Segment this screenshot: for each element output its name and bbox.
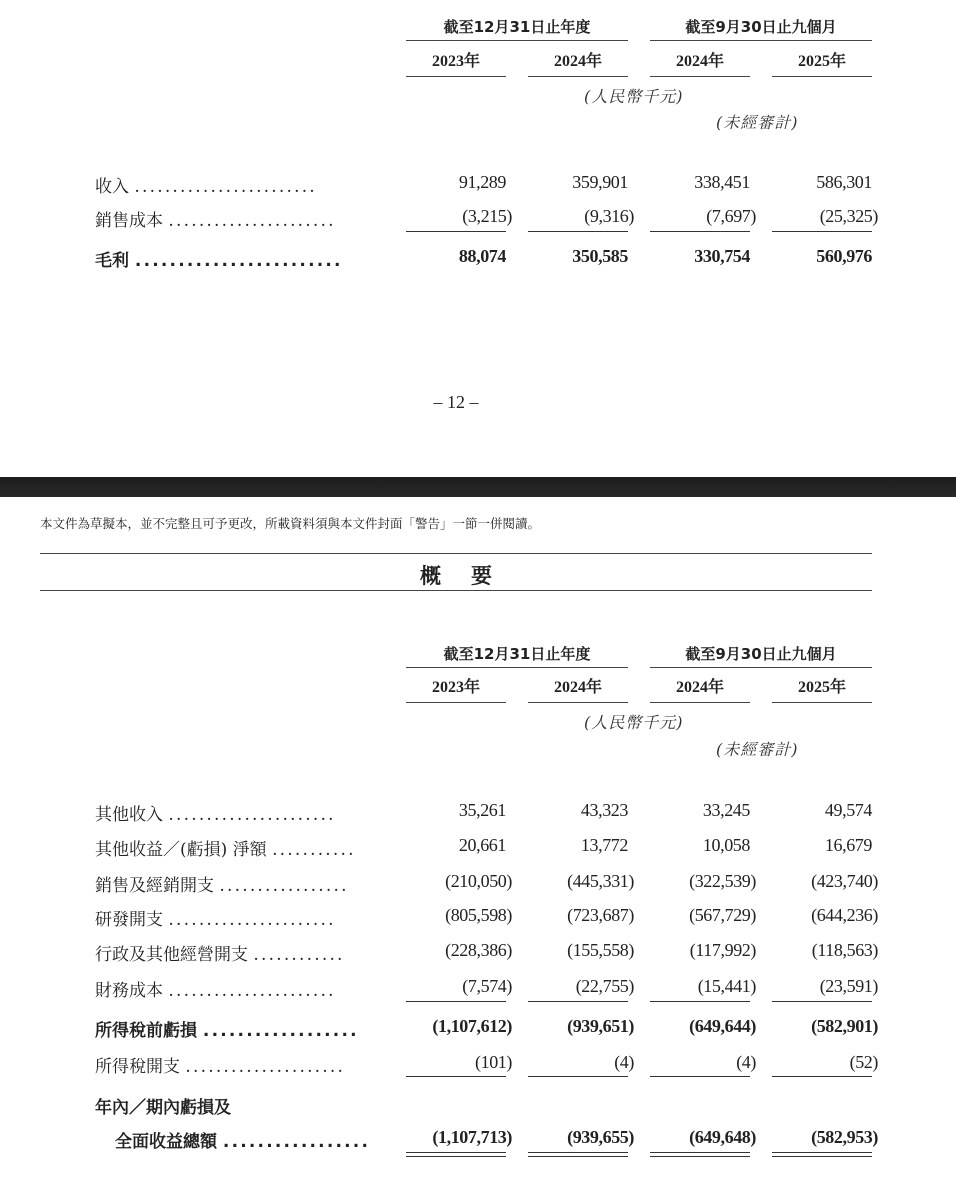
cell-value: 338,451 [694, 172, 750, 192]
row-label-text: 財務成本 [95, 981, 163, 1000]
header-year-2023: 2023年 [406, 50, 506, 77]
cell-value: 10,058 [702, 835, 750, 855]
cell-value: (7,574) [462, 976, 512, 996]
subtotal-rule [528, 231, 628, 232]
cell-value: (649,648) [689, 1127, 756, 1147]
row-label [95, 1016, 385, 1040]
row-label-text: 收入 [95, 177, 129, 196]
header-year-2024: 2024年 [528, 676, 628, 703]
cell-value: 49,574 [824, 800, 872, 820]
cell-value: (117,992) [689, 940, 756, 960]
currency-note: (人民幣千元) [584, 87, 684, 106]
row-label-text: 其他收益／(虧損) 淨額 [95, 840, 267, 859]
row-label [95, 172, 385, 196]
currency-note: (人民幣千元) [584, 713, 684, 732]
header-year-2024-nine: 2024年 [650, 676, 750, 703]
cell-value: (939,651) [567, 1016, 634, 1036]
cell-value: 330,754 [694, 246, 750, 266]
cell-value: (567,729) [689, 905, 756, 925]
cell-value: 88,074 [458, 246, 506, 266]
row-label-text: 行政及其他經營開支 [95, 945, 248, 964]
subtotal-rule [772, 1001, 872, 1002]
subtotal-rule [772, 231, 872, 232]
draft-disclaimer: 本文件為草擬本，並不完整且可予更改，所載資料須與本文件封面「警告」一節一併閱讀。 [40, 516, 541, 531]
subtotal-rule [528, 1001, 628, 1002]
leader-dots: ........................ [134, 177, 317, 196]
subtotal-rule [650, 231, 750, 232]
leader-dots: .................. [202, 1021, 359, 1040]
header-annual: 截至12月31日止年度 [406, 16, 628, 41]
header-nine-months: 截至9月30日止九個月 [650, 643, 872, 668]
cell-value: (423,740) [811, 871, 878, 891]
cell-value: 33,245 [702, 800, 750, 820]
page-separator [0, 477, 956, 497]
leader-dots: ..................... [185, 1057, 346, 1076]
row-label-text: 其他收入 [95, 805, 163, 824]
cell-value: (1,107,713) [432, 1127, 512, 1147]
cell-value: 560,976 [816, 246, 872, 266]
row-label [95, 246, 385, 270]
row-label [95, 871, 385, 895]
row-label [95, 940, 385, 964]
cell-value: (155,558) [567, 940, 634, 960]
row-label [95, 905, 385, 929]
cell-value: (22,755) [575, 976, 634, 996]
cell-value: (9,316) [584, 206, 634, 226]
cell-value: (3,215) [462, 206, 512, 226]
leader-dots: ........................ [134, 251, 343, 270]
header-nine-months: 截至9月30日止九個月 [650, 16, 872, 41]
row-label-text: 銷售及經銷開支 [95, 876, 214, 895]
subtotal-rule [650, 1076, 750, 1077]
cell-value: (15,441) [697, 976, 756, 996]
row-label-text: 所得稅前虧損 [95, 1021, 197, 1040]
header-year-2024-nine: 2024年 [650, 50, 750, 77]
row-label [95, 800, 385, 824]
subtotal-rule [406, 231, 506, 232]
unaudited-note: (未經審計) [716, 740, 799, 759]
row-label [95, 1052, 385, 1076]
cell-value: (4) [736, 1052, 756, 1072]
cell-value: 35,261 [458, 800, 506, 820]
title-rule-bottom [40, 590, 872, 591]
cell-value: (52) [849, 1052, 878, 1072]
leader-dots: ...................... [168, 981, 336, 1000]
cell-value: 13,772 [580, 835, 628, 855]
leader-dots: ...................... [168, 211, 336, 230]
section-title: 概要 [420, 564, 522, 588]
cell-value: (644,236) [811, 905, 878, 925]
total-double-rule [650, 1152, 750, 1157]
cell-value: (210,050) [445, 871, 512, 891]
page-number: – 12 – [433, 392, 479, 412]
total-double-rule [772, 1152, 872, 1157]
row-label-text: 所得稅開支 [95, 1057, 180, 1076]
cell-value: (649,644) [689, 1016, 756, 1036]
row-label-text: 銷售成本 [95, 211, 163, 230]
cell-value: (582,901) [811, 1016, 878, 1036]
cell-value: 586,301 [816, 172, 872, 192]
cell-value: 91,289 [458, 172, 506, 192]
cell-value: (7,697) [706, 206, 756, 226]
cell-value: (939,655) [567, 1127, 634, 1147]
header-year-2024: 2024年 [528, 50, 628, 77]
subtotal-rule [528, 1076, 628, 1077]
header-annual: 截至12月31日止年度 [406, 643, 628, 668]
cell-value: (582,953) [811, 1127, 878, 1147]
cell-value: 16,679 [824, 835, 872, 855]
row-label-text: 毛利 [95, 251, 129, 270]
leader-dots: ...................... [168, 910, 336, 929]
cell-value: (805,598) [445, 905, 512, 925]
unaudited-note: (未經審計) [716, 113, 799, 132]
row-label [95, 206, 385, 230]
leader-dots: ...................... [168, 805, 336, 824]
cell-value: (322,539) [689, 871, 756, 891]
header-year-2025: 2025年 [772, 50, 872, 77]
total-double-rule [406, 1152, 506, 1157]
row-label-text: 研發開支 [95, 910, 163, 929]
cell-value: (1,107,612) [432, 1016, 512, 1036]
cell-value: (101) [475, 1052, 512, 1072]
title-rule-top [40, 553, 872, 554]
cell-value: (723,687) [567, 905, 634, 925]
cell-value: 20,661 [458, 835, 506, 855]
cell-value: (4) [614, 1052, 634, 1072]
cell-value: (445,331) [567, 871, 634, 891]
leader-dots: ................. [219, 876, 349, 895]
cell-value: (23,591) [819, 976, 878, 996]
leader-dots: ................. [222, 1132, 371, 1151]
header-year-2023: 2023年 [406, 676, 506, 703]
cell-value: 350,585 [572, 246, 628, 266]
row-label-text: 全面收益總額 [115, 1132, 217, 1151]
row-label [95, 976, 385, 1000]
header-year-2025: 2025年 [772, 676, 872, 703]
cell-value: (228,386) [445, 940, 512, 960]
leader-dots: ........... [272, 840, 356, 859]
leader-dots: ............ [253, 945, 345, 964]
cell-value: (118,563) [811, 940, 878, 960]
total-double-rule [528, 1152, 628, 1157]
cell-value: 43,323 [580, 800, 628, 820]
row-label [115, 1127, 405, 1151]
cell-value: (25,325) [819, 206, 878, 226]
subtotal-rule [650, 1001, 750, 1002]
subtotal-rule [406, 1001, 506, 1002]
row-label [95, 835, 385, 859]
row-label [95, 1093, 385, 1117]
subtotal-rule [772, 1076, 872, 1077]
subtotal-rule [406, 1076, 506, 1077]
row-label-text: 年內／期內虧損及 [95, 1098, 231, 1117]
cell-value: 359,901 [572, 172, 628, 192]
